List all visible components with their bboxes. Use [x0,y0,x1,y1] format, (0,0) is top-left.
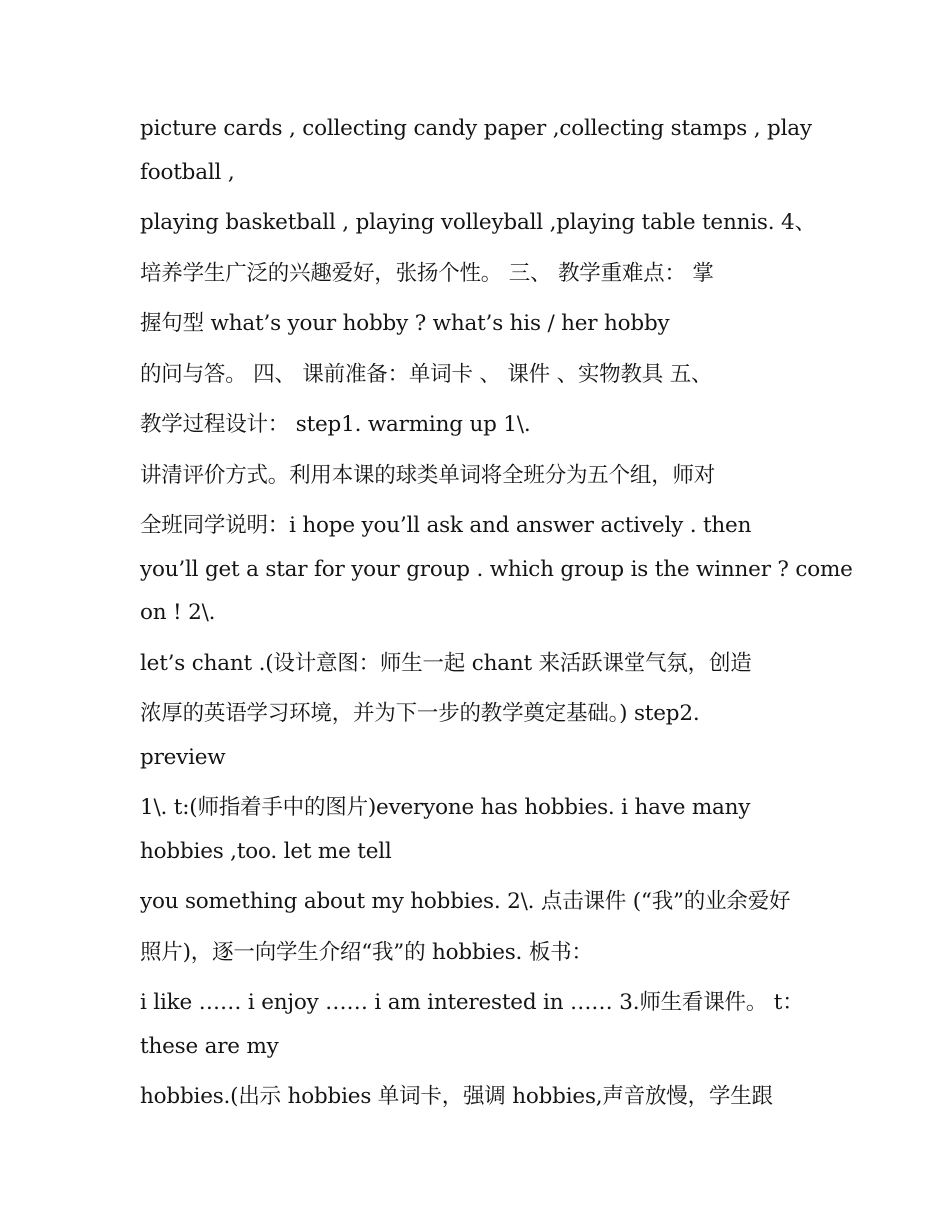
paragraph [140,302,820,346]
text-line: on ! 2\. [140,600,216,625]
text-line: let’s chant .(设计意图：师生一起 chant 来活跃课堂气氛，创造 [140,650,752,676]
paragraph [140,504,853,635]
text-line: 照片)，逐一向学生介绍“我”的 hobbies. 板书： [140,939,593,965]
text-line: 握句型 what’s your hobby ? what’s his / her hobby [140,311,670,336]
text-line: 的问与答。 四、 课前准备：单词卡 、 课件 、实物教具 五、 [140,361,713,387]
paragraph [140,1075,820,1119]
text-line: 培养学生广泛的兴趣爱好，张扬个性。 三、 教学重难点： 掌 [140,260,714,286]
text-line: playing basketball , playing volleyball ,playing table tennis. 4、 [140,210,816,235]
paragraph [140,252,820,296]
document-body [140,107,853,1126]
text-line: i like …… i enjoy …… i am interested in …… 3.师生看课件。 t： [140,990,804,1015]
paragraph [140,642,820,686]
text-line: 教学过程设计： step1. warming up 1\. [140,412,531,437]
paragraph [140,786,820,873]
text-line: hobbies ,too. let me tell [140,838,392,864]
paragraph [140,107,820,194]
text-line: these are my [140,1033,279,1059]
paragraph [140,454,820,498]
paragraph [140,692,820,779]
text-line: preview [140,744,226,770]
text-line: 浓厚的英语学习环境，并为下一步的教学奠定基础。) step2. [140,701,700,726]
text-line: 讲清评价方式。利用本课的球类单词将全班分为五个组，师对 [140,462,716,488]
text-line: picture cards , collecting candy paper ,collecting stamps , play [140,116,812,141]
text-line: you something about my hobbies. 2\. 点击课件 (“我”的业余爱好 [140,889,791,914]
paragraph [140,201,820,245]
text-line: football , [140,159,235,185]
paragraph [140,353,820,397]
paragraph [140,880,820,924]
text-line: 全班同学说明：i hope you’ll ask and answer actively . then [140,513,752,538]
paragraph [140,403,820,447]
text-line: hobbies.(出示 hobbies 单词卡，强调 hobbies,声音放慢，学生跟 [140,1084,773,1109]
paragraph [140,981,820,1068]
text-line: 1\. t:(师指着手中的图片)everyone has hobbies. i have many [140,795,751,820]
paragraph [140,931,820,975]
text-line: you’ll get a star for your group . which group is the winner ? come [140,556,853,582]
